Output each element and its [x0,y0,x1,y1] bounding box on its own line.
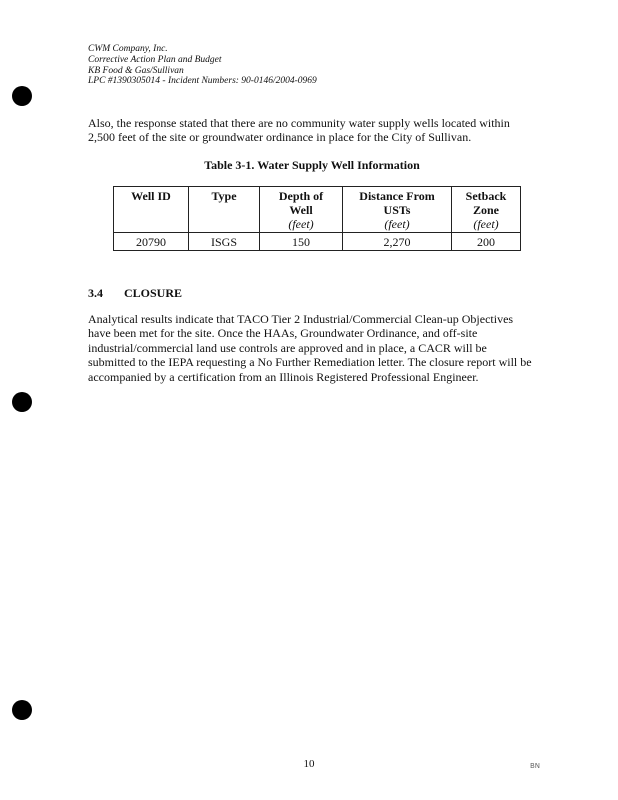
header-incident-numbers: LPC #1390305014 - Incident Numbers: 90-0146/2004-0969 [88,76,317,87]
punch-hole [12,392,32,412]
water-supply-well-table [113,186,521,251]
table-row [114,233,521,251]
header-site: KB Food & Gas/Sullivan [88,65,184,76]
col-well-id: Well ID [114,187,189,233]
header-document-title: Corrective Action Plan and Budget [88,54,222,65]
header-company: CWM Company, Inc. [88,44,168,54]
cell-depth: 150 [260,233,343,251]
document-header [88,44,317,87]
col-depth-of-well: Depth of Well (feet) [260,187,343,233]
col-setback-zone: Setback Zone (feet) [452,187,521,233]
punch-hole [12,86,32,106]
table-header-row [114,187,521,233]
table-caption: Table 3-1. Water Supply Well Information [204,158,420,172]
punch-hole [12,700,32,720]
cell-well-id: 20790 [114,233,189,251]
page-number: 10 [303,758,315,770]
cell-distance: 2,270 [343,233,452,251]
cell-setback: 200 [452,233,521,251]
section-number: 3.4 [88,286,103,300]
cell-type: ISGS [189,233,260,251]
corner-mark: BN [530,762,541,770]
col-distance-from-usts: Distance From USTs (feet) [343,187,452,233]
section-title: CLOSURE [124,286,183,300]
section-heading [88,286,182,301]
col-type: Type [189,187,260,233]
intro-paragraph: Also, the response stated that there are no community water supply wells located within 2,500 feet of the site or groundwater ordinance in place for the City of Sullivan. [88,116,510,145]
closure-paragraph: Analytical results indicate that TACO Tier 2 Industrial/Commercial Clean-up Objectives have been met for the site. Once the HAAs, Groundwater Ordinance, and off-site industrial/commercial land use controls are approved and in place, a CACR will be submitted to the IEPA requesting a No Further Remediation letter. The closure report will be accompanied by a certification from an Illinois Registered Professional Engineer. [88,312,532,384]
